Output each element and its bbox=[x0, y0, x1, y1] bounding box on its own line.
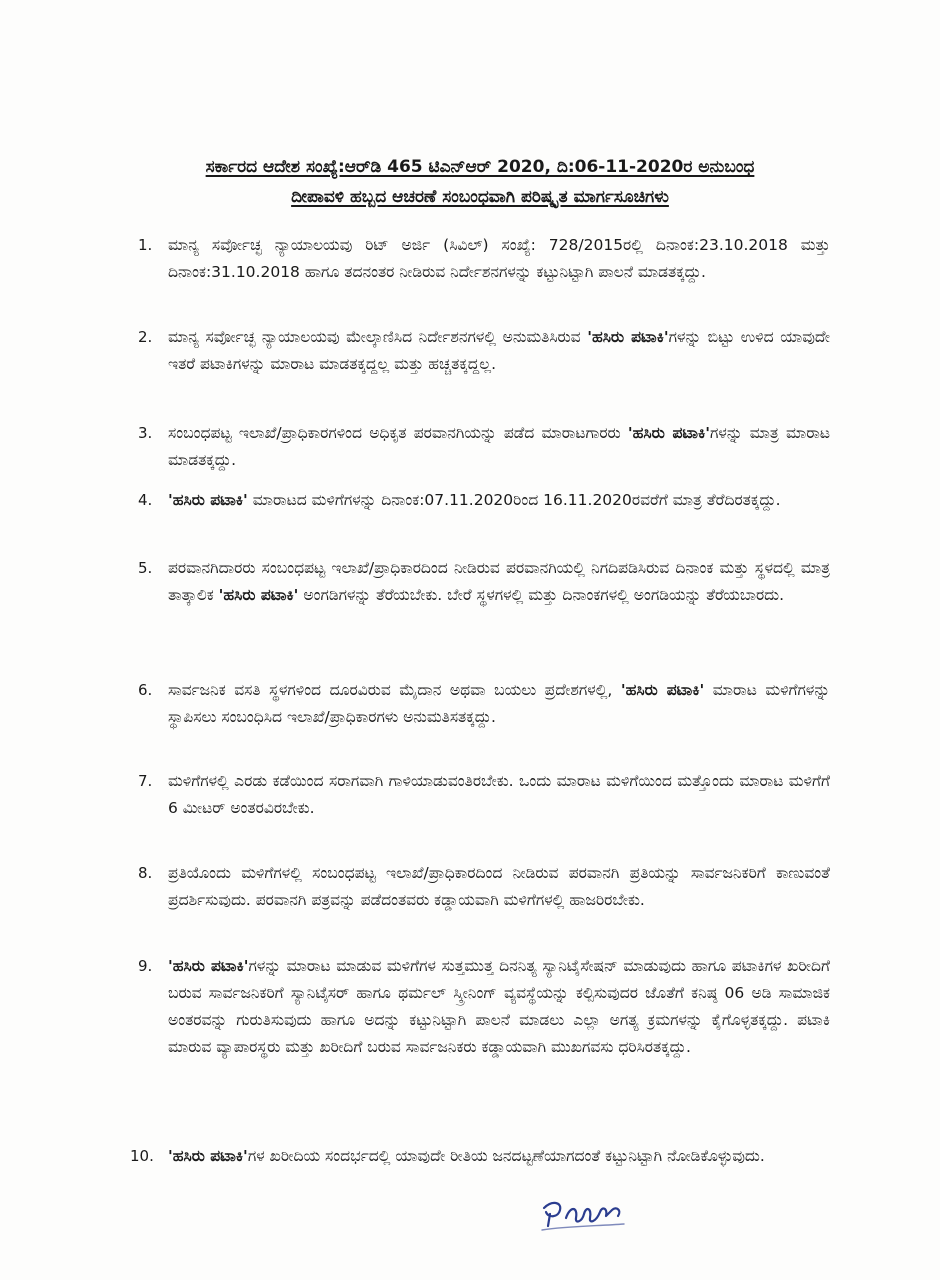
item-text bbox=[168, 232, 830, 286]
text-run: ಗಳನ್ನು ಬಿಟ್ಟು ಉಳಿದ ಯಾವುದೇ ಇತರೆ ಪಟಾಕಿಗಳನ್ನು ಮಾರಾಟ ಮಾಡತಕ್ಕದ್ದಲ್ಲ ಮತ್ತು ಹಚ್ಚತಕ್ಕದ್ದಲ್ಲ. bbox=[168, 328, 830, 373]
emphasis-green-crackers: 'ಹಸಿರು ಪಟಾಕಿ' bbox=[168, 1147, 248, 1165]
text-run: ಅಂಗಡಿಗಳನ್ನು ತೆರೆಯಬೇಕು. ಬೇರೆ ಸ್ಥಳಗಳಲ್ಲಿ ಮತ್ತು ದಿನಾಂಕಗಳಲ್ಲಿ ಅಂಗಡಿಯನ್ನು ತೆರೆಯಬಾರದು. bbox=[298, 586, 785, 604]
item-number: 1. bbox=[138, 236, 153, 254]
item-number: 6. bbox=[138, 681, 153, 699]
text-run: ಮಾನ್ಯ ಸರ್ವೋಚ್ಛ ನ್ಯಾಯಾಲಯವು ರಿಟ್ ಅರ್ಜಿ (ಸಿವಿಲ್) ಸಂಖ್ಯೆ: 728/2015ರಲ್ಲಿ ದಿನಾಂಕ:23.10.2018 ಮತ್ತು ದಿನಾಂಕ:31.10.2018 ಹಾಗೂ ತದನಂತರ ನೀಡಿರುವ ನಿರ್ದೇಶನಗಳನ್ನು ಕಟ್ಟುನಿಟ್ಟಾಗಿ ಪಾಲನೆ ಮಾಡತಕ್ಕದ್ದು. bbox=[168, 236, 830, 281]
item-text bbox=[168, 324, 830, 378]
order-reference-heading: ಸರ್ಕಾರದ ಆದೇಶ ಸಂಖ್ಯೆ:ಆರ್‌ಡಿ 465 ಟಿಎನ್‌ಆರ್ 2020, ದಿ:06-11-2020ರ ಅನುಬಂಧ bbox=[205, 157, 755, 177]
item-text bbox=[168, 555, 830, 609]
text-run: ಪ್ರತಿಯೊಂದು ಮಳಿಗೆಗಳಲ್ಲಿ ಸಂಬಂಧಪಟ್ಟ ಇಲಾಖೆ/ಪ್ರಾಧಿಕಾರದಿಂದ ನೀಡಿರುವ ಪರವಾನಗಿ ಪ್ರತಿಯನ್ನು ಸಾರ್ವಜನಿಕರಿಗೆ ಕಾಣುವಂತೆ ಪ್ರದರ್ಶಿಸುವುದು. ಪರವಾನಗಿ ಪತ್ರವನ್ನು ಪಡೆದಂತವರು ಕಡ್ಡಾಯವಾಗಿ ಮಳಿಗೆಗಳಲ್ಲಿ ಹಾಜರಿರಬೇಕು. bbox=[168, 864, 830, 909]
item-number: 8. bbox=[138, 864, 153, 882]
text-run: ಸಾರ್ವಜನಿಕ ವಸತಿ ಸ್ಥಳಗಳಿಂದ ದೂರವಿರುವ ಮೈದಾನ ಅಥವಾ ಬಯಲು ಪ್ರದೇಶಗಳಲ್ಲಿ, bbox=[168, 681, 621, 699]
text-run: ಮಳಿಗೆಗಳಲ್ಲಿ ಎರಡು ಕಡೆಯಿಂದ ಸರಾಗವಾಗಿ ಗಾಳಿಯಾಡುವಂತಿರಬೇಕು. ಒಂದು ಮಾರಾಟ ಮಳಿಗೆಯಿಂದ ಮತ್ತೊಂದು ಮಾರಾಟ ಮಳಿಗೆಗೆ 6 ಮೀಟರ್ ಅಂತರವಿರಬೇಕು. bbox=[168, 772, 830, 817]
text-run: ಗಳನ್ನು ಮಾರಾಟ ಮಾಡುವ ಮಳಿಗೆಗಳ ಸುತ್ತಮುತ್ತ ದಿನನಿತ್ಯ ಸ್ಯಾನಿಟೈಸೇಷನ್ ಮಾಡುವುದು ಹಾಗೂ ಪಟಾಕಿಗಳ ಖರೀದಿಗೆ ಬರುವ ಸಾರ್ವಜನಿಕರಿಗೆ ಸ್ಯಾನಿಟೈಸರ್ ಹಾಗೂ ಥರ್ಮಲ್ ಸ್ಕ್ರೀನಿಂಗ್ ವ್ಯವಸ್ಥೆಯನ್ನು ಕಲ್ಪಿಸುವುದರ ಜೊತೆಗೆ ಕನಿಷ್ಠ 06 ಅಡಿ ಸಾಮಾಜಿಕ ಅಂತರವನ್ನು ಗುರುತಿಸುವುದು ಹಾಗೂ ಅದನ್ನು ಕಟ್ಟುನಿಟ್ಟಾಗಿ ಪಾಲನೆ ಮಾಡಲು ಎಲ್ಲಾ ಅಗತ್ಯ ಕ್ರಮಗಳನ್ನು ಕೈಗೊಳ್ಳತಕ್ಕದ್ದು. ಪಟಾಕಿ ಮಾರುವ ವ್ಯಾಪಾರಸ್ಥರು ಮತ್ತು ಖರೀದಿಗೆ ಬರುವ ಸಾರ್ವಜನಿಕರು ಕಡ್ಡಾಯವಾಗಿ ಮುಖಗವಸು ಧರಿಸಿರತಕ್ಕದ್ದು. bbox=[168, 957, 830, 1056]
text-run: ಪರವಾನಗಿದಾರರು ಸಂಬಂಧಪಟ್ಟ ಇಲಾಖೆ/ಪ್ರಾಧಿಕಾರದಿಂದ ನೀಡಿರುವ ಪರವಾನಗಿಯಲ್ಲಿ ನಿಗದಿಪಡಿಸಿರುವ ದಿನಾಂಕ ಮತ್ತು ಸ್ಥಳದಲ್ಲಿ ಮಾತ್ರ ತಾತ್ಕಾಲಿಕ bbox=[168, 559, 830, 604]
text-run: ಗಳನ್ನು ಮಾತ್ರ ಮಾರಾಟ ಮಾಡತಕ್ಕದ್ದು. bbox=[168, 424, 831, 469]
item-text bbox=[168, 953, 830, 1061]
item-number: 9. bbox=[138, 957, 153, 975]
item-number: 4. bbox=[138, 491, 153, 509]
emphasis-green-crackers: 'ಹಸಿರು ಪಟಾಕಿ' bbox=[587, 328, 669, 346]
item-number: 2. bbox=[138, 328, 153, 346]
text-run: ಮಾನ್ಯ ಸರ್ವೋಚ್ಛ ನ್ಯಾಯಾಲಯವು ಮೇಲ್ಕಾಣಿಸಿದ ನಿರ್ದೇಶನಗಳಲ್ಲಿ ಅನುಮತಿಸಿರುವ bbox=[168, 328, 588, 346]
item-number: 5. bbox=[138, 559, 153, 577]
text-run: ಗಳ ಖರೀದಿಯ ಸಂದರ್ಭದಲ್ಲಿ ಯಾವುದೇ ರೀತಿಯ ಜನದಟ್ಟಣೆಯಾಗದಂತೆ ಕಟ್ಟುನಿಟ್ಟಾಗಿ ನೋಡಿಕೊಳ್ಳುವುದು. bbox=[247, 1147, 765, 1165]
item-number: 3. bbox=[138, 424, 153, 442]
item-text bbox=[168, 860, 830, 914]
text-run: ಸಂಬಂಧಪಟ್ಟ ಇಲಾಖೆ/ಪ್ರಾಧಿಕಾರಗಳಿಂದ ಅಧಿಕೃತ ಪರವಾನಗಿಯನ್ನು ಪಡೆದ ಮಾರಾಟಗಾರರು bbox=[168, 424, 628, 442]
handwritten-signature-icon bbox=[538, 1196, 628, 1236]
item-text bbox=[168, 1143, 830, 1170]
item-number: 7. bbox=[138, 772, 153, 790]
emphasis-green-crackers: 'ಹಸಿರು ಪಟಾಕಿ' bbox=[168, 957, 249, 975]
item-text bbox=[168, 677, 830, 731]
item-text bbox=[168, 768, 830, 822]
emphasis-green-crackers: 'ಹಸಿರು ಪಟಾಕಿ' bbox=[620, 681, 705, 699]
item-text bbox=[168, 487, 830, 514]
emphasis-green-crackers: 'ಹಸಿರು ಪಟಾಕಿ' bbox=[627, 424, 711, 442]
emphasis-green-crackers: 'ಹಸಿರು ಪಟಾಕಿ' bbox=[168, 491, 248, 509]
emphasis-green-crackers: 'ಹಸಿರು ಪಟಾಕಿ' bbox=[218, 586, 299, 604]
text-run: ಮಾರಾಟದ ಮಳಿಗೆಗಳನ್ನು ದಿನಾಂಕ:07.11.2020ರಿಂದ 16.11.2020ರವರೆಗೆ ಮಾತ್ರ ತೆರೆದಿರತಕ್ಕದ್ದು. bbox=[247, 491, 781, 509]
guidelines-title: ದೀಪಾವಳಿ ಹಬ್ಬದ ಆಚರಣೆ ಸಂಬಂಧವಾಗಿ ಪರಿಷ್ಕೃತ ಮಾರ್ಗಸೂಚಿಗಳು bbox=[291, 187, 669, 207]
item-number: 10. bbox=[130, 1147, 154, 1165]
text-run: ಮಾರಾಟ ಮಳಿಗೆಗಳನ್ನು ಸ್ಥಾಪಿಸಲು ಸಂಬಂಧಿಸಿದ ಇಲಾಖೆ/ಪ್ರಾಧಿಕಾರಗಳು ಅನುಮತಿಸತಕ್ಕದ್ದು. bbox=[168, 681, 830, 726]
item-text bbox=[168, 420, 830, 474]
